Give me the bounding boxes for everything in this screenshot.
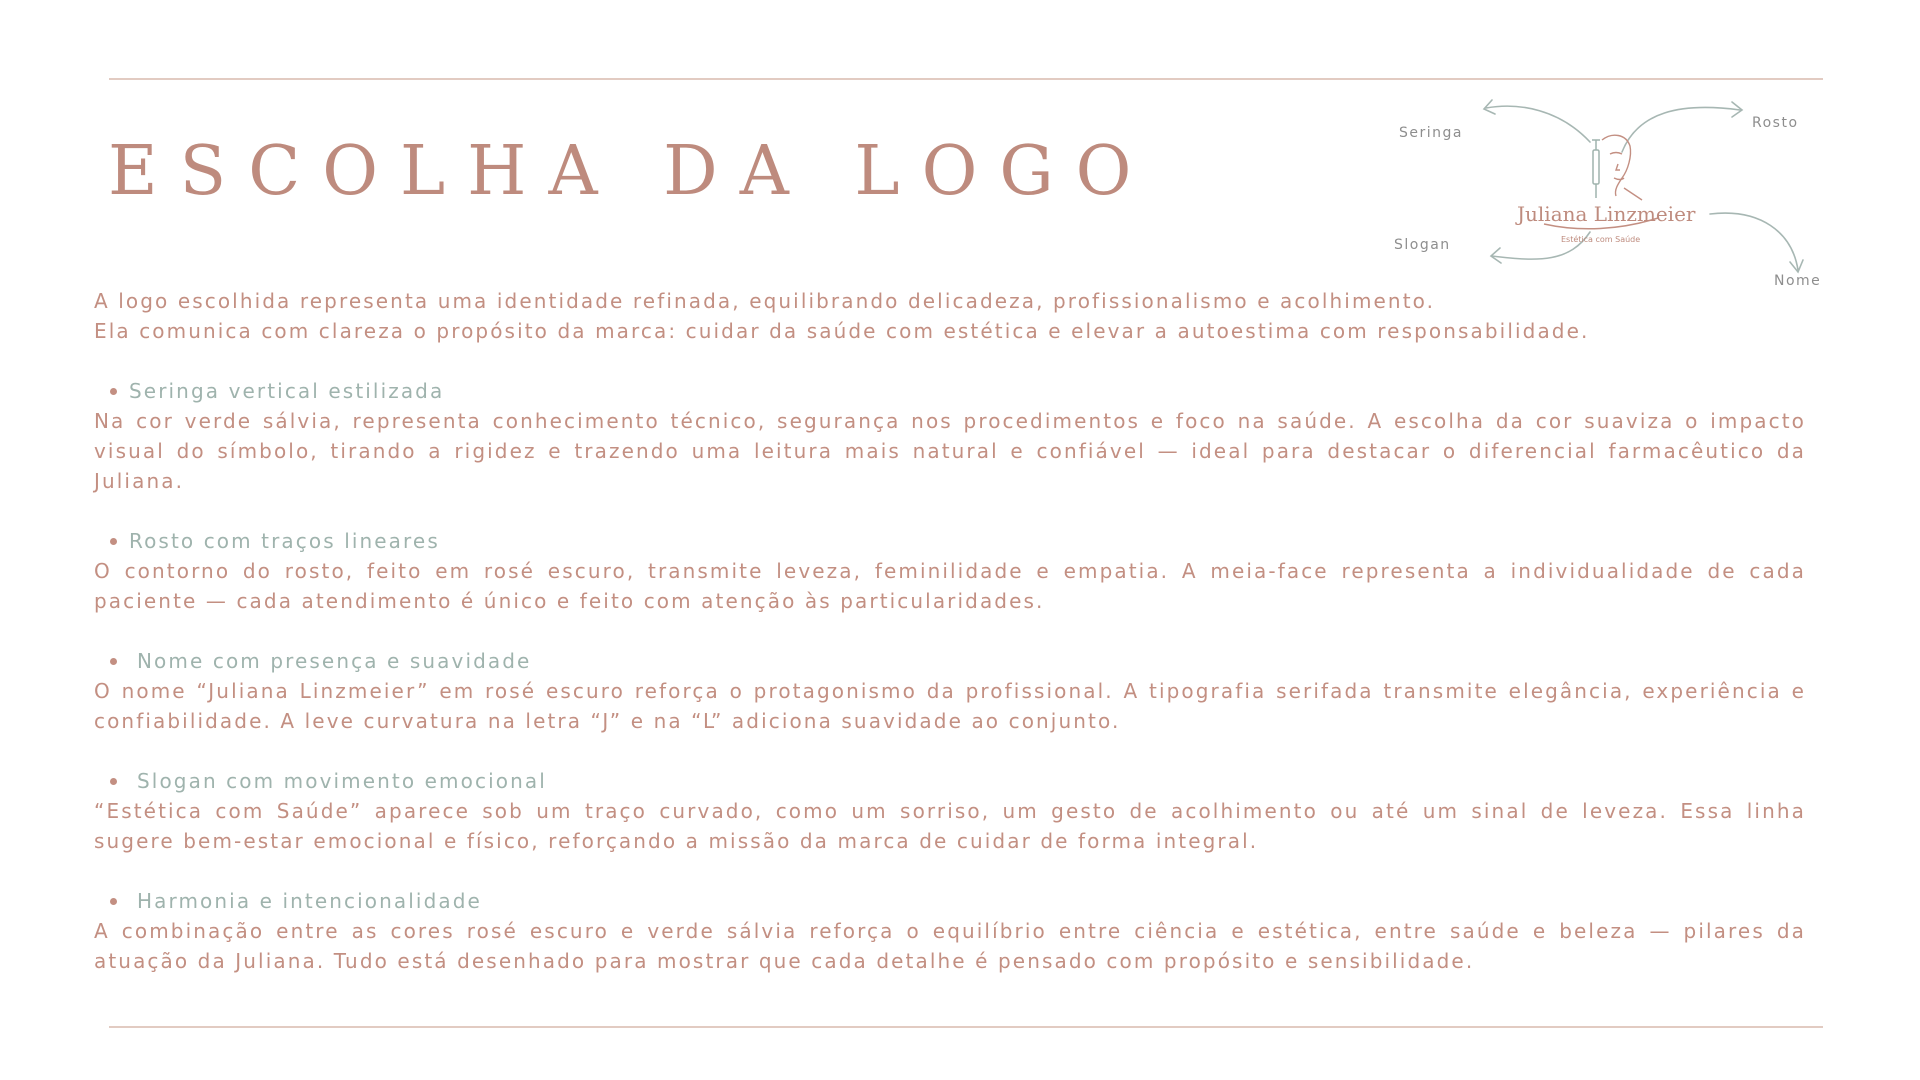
bullet-icon [110, 898, 117, 905]
section-heading [94, 376, 1806, 406]
arrow-nome [1710, 213, 1798, 270]
section-slogan [94, 766, 1806, 856]
bullet-icon [110, 538, 117, 545]
label-seringa: Seringa [1399, 125, 1463, 141]
arrow-seringa [1486, 106, 1590, 142]
logo-diagram [1380, 92, 1840, 292]
section-seringa [94, 376, 1806, 496]
bullet-icon [110, 658, 117, 665]
section-nome [94, 646, 1806, 736]
logo-brand-slogan: Estética com Saúde [1561, 235, 1641, 244]
section-title: Nome com presença e suavidade [137, 649, 532, 673]
description-body [94, 286, 1806, 976]
section-title: Harmonia e intencionalidade [137, 889, 482, 913]
bullet-icon [110, 778, 117, 785]
section-text: O nome “Juliana Linzmeier” em rosé escuro reforça o protagonismo da profissional. A tipografia serifada transmite elegância, experiência e confiabilidade. A leve curvatura na letra “J” e na “L” adiciona suavidade ao conjunto. [94, 679, 1806, 733]
face-icon [1602, 135, 1642, 200]
intro-paragraph [94, 286, 1806, 346]
section-text: O contorno do rosto, feito em rosé escuro, transmite leveza, feminilidade e empatia. A meia-face representa a individualidade de cada paciente — cada atendimento é único e feito com atenção às particularidades. [94, 559, 1806, 613]
label-slogan: Slogan [1394, 237, 1451, 253]
intro-line: A logo escolhida representa uma identidade refinada, equilibrando delicadeza, profissionalismo e acolhimento. [94, 289, 1436, 313]
section-text: Na cor verde sálvia, representa conhecimento técnico, segurança nos procedimentos e foco na saúde. A escolha da cor suaviza o impacto visual do símbolo, tirando a rigidez e trazendo uma leitura mais natural e confiável — ideal para destacar o diferencial farmacêutico da Juliana. [94, 409, 1806, 493]
arrowhead-slogan [1491, 248, 1501, 263]
section-text: “Estética com Saúde” aparece sob um traço curvado, como um sorriso, um gesto de acolhimento ou até um sinal de leveza. Essa linha sugere bem-estar emocional e físico, reforçando a missão da marca de cuidar de forma integral. [94, 799, 1806, 853]
section-rosto [94, 526, 1806, 616]
page-title: ESCOLHA DA LOGO [108, 132, 1154, 211]
syringe-icon [1592, 140, 1600, 198]
bottom-divider [109, 1026, 1823, 1028]
section-title: Seringa vertical estilizada [129, 379, 445, 403]
arrow-rosto [1622, 107, 1740, 152]
label-nome: Nome [1774, 273, 1822, 289]
section-heading [94, 766, 1806, 796]
section-heading [94, 526, 1806, 556]
label-rosto: Rosto [1752, 115, 1799, 131]
intro-line: Ela comunica com clareza o propósito da marca: cuidar da saúde com estética e elevar a autoestima com responsabilidade. [94, 319, 1590, 343]
section-heading [94, 646, 1806, 676]
section-title: Rosto com traços lineares [129, 529, 440, 553]
section-text: A combinação entre as cores rosé escuro e verde sálvia reforça o equilíbrio entre ciência e estética, entre saúde e beleza — pilares da atuação da Juliana. Tudo está desenhado para mostrar que cada detalhe é pensado com propósito e sensibilidade. [94, 919, 1806, 973]
section-title: Slogan com movimento emocional [137, 769, 547, 793]
section-harmonia [94, 886, 1806, 976]
section-heading [94, 886, 1806, 916]
bullet-icon [110, 388, 117, 395]
logo-brand-name: Juliana Linzmeier [1517, 202, 1696, 226]
top-divider [109, 78, 1823, 80]
